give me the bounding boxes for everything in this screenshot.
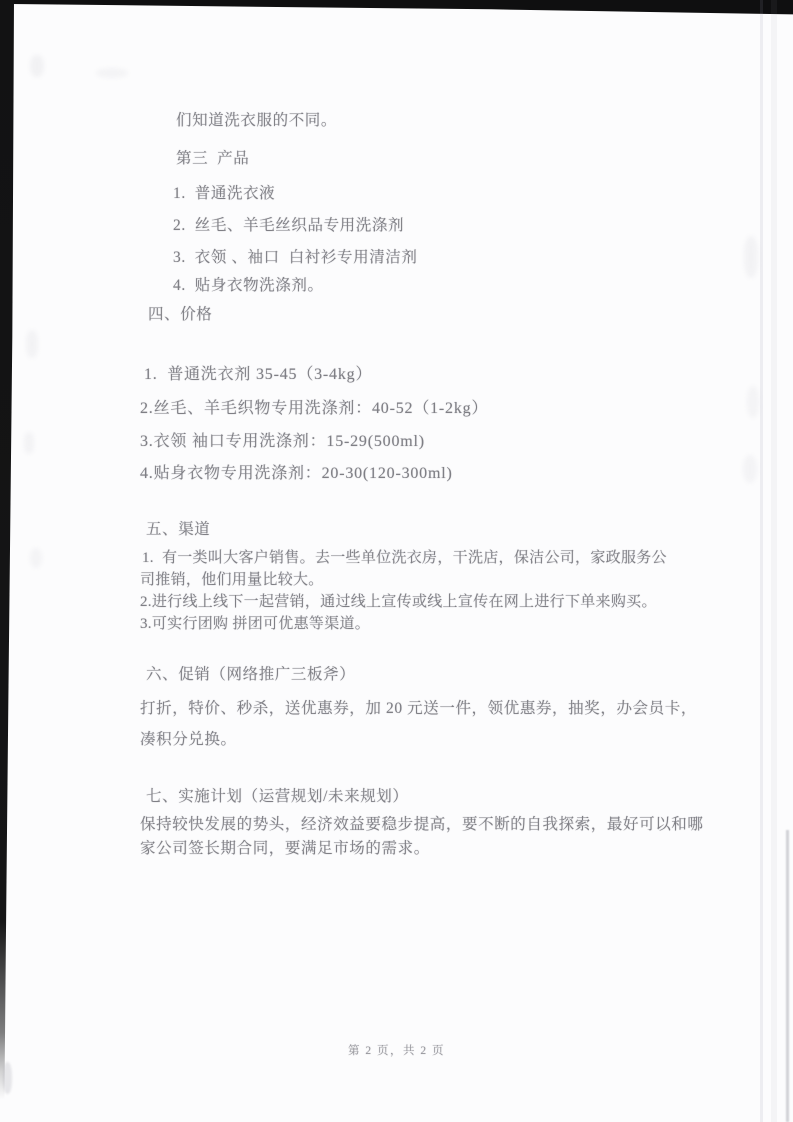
section-pricing-title: 四、价格 [148,306,213,323]
scan-artifact-left-edge [0,0,14,1122]
channel-line: 3.可实行团购 拼团可优惠等渠道。 [140,616,371,632]
price-item: 1. 普通洗衣剂 35-45（3-4kg） [144,366,373,383]
scan-streak [786,830,789,1122]
section-channels-title: 五、渠道 [146,521,211,538]
product-item: 3. 衣领 、袖口 白衬衫专用清洁剂 [173,249,418,266]
scan-streak [760,0,763,1122]
scan-smudge [24,432,34,454]
plan-line: 家公司签长期合同，要满足市场的需求。 [140,840,430,857]
channel-line: 司推销，他们用量比较大。 [140,572,324,588]
scan-smudge [744,236,758,278]
promotion-line: 打折，特价、秒杀，送优惠券，加 20 元送一件，领优惠券，抽奖，办会员卡， [140,700,697,717]
intro-line: 们知道洗衣服的不同。 [176,112,338,129]
scan-artifact-top-edge [0,0,793,15]
scan-smudge [96,68,128,78]
plan-line: 保持较快发展的势头，经济效益要稳步提高，要不断的自我探索，最好可以和哪 [140,816,704,833]
product-item: 4. 贴身衣物洗涤剂。 [173,277,324,294]
price-item: 2.丝毛、羊毛织物专用洗涤剂：40-52（1-2kg） [140,400,489,417]
product-item: 1. 普通洗衣液 [173,185,276,202]
section-products-title: 第三 产品 [176,150,250,167]
promotion-line: 凑积分兑换。 [140,731,237,748]
channel-line: 1. 有一类叫大客户销售。去一些单位洗衣房，干洗店，保洁公司，家政服务公 [142,550,667,566]
scan-smudge [30,55,44,77]
channel-line: 2.进行线上线下一起营销，通过线上宣传或线上宣传在网上进行下单来购买。 [140,594,657,610]
section-plan-title: 七、实施计划（运营规划/未来规划） [146,788,409,805]
product-item: 2. 丝毛、羊毛丝织品专用洗涤剂 [173,217,405,234]
scan-smudge [26,330,38,358]
section-promotion-title: 六、促销（网络推广三板斧） [146,666,356,683]
scan-streak [771,0,777,1122]
page-number-footer: 第 2 页，共 2 页 [348,1045,445,1057]
price-item: 3.衣领 袖口专用洗涤剂：15-29(500ml) [140,433,425,450]
scan-smudge [747,386,759,418]
price-item: 4.贴身衣物专用洗涤剂：20-30(120-300ml) [140,465,453,482]
scan-smudge [30,548,42,568]
scan-smudge [3,1062,12,1094]
scan-smudge [743,455,757,483]
